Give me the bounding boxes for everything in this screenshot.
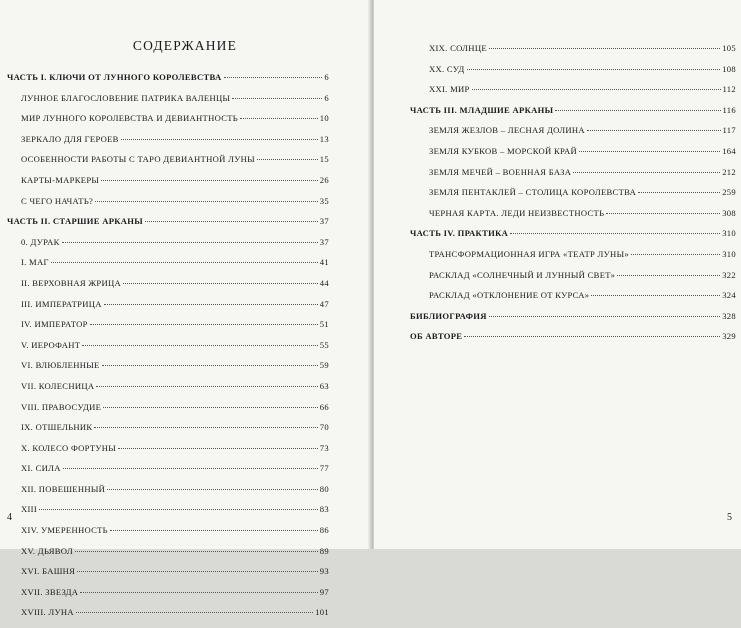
dot-leader (95, 201, 318, 202)
toc-entry-page: 51 (319, 319, 329, 330)
toc-entry-label: ЧАСТЬ III. МЛАДШИЕ АРКАНЫ (410, 104, 554, 115)
toc-entry-label: ТРАНСФОРМАЦИОННАЯ ИГРА «ТЕАТР ЛУНЫ» (429, 248, 629, 259)
toc-entry-label: I. МАГ (21, 257, 49, 268)
toc-entry (7, 360, 329, 381)
toc-entry-label: РАСКЛАД «СОЛНЕЧНЫЙ И ЛУННЫЙ СВЕТ» (429, 269, 616, 280)
toc-entry-label: ОБ АВТОРЕ (410, 331, 463, 342)
dot-leader (121, 139, 318, 140)
toc-entry (410, 187, 736, 208)
dot-leader (617, 275, 720, 276)
toc-entry-label: XX. СУД (429, 63, 465, 74)
dot-leader (257, 159, 318, 160)
toc-entry-label: ЗЕРКАЛО ДЛЯ ГЕРОЕВ (21, 133, 119, 144)
dot-leader (107, 489, 318, 490)
dot-leader (489, 48, 720, 49)
toc-entry (7, 175, 329, 196)
dot-leader (75, 551, 318, 552)
toc-entry-label: ОСОБЕННОСТИ РАБОТЫ С ТАРО ДЕВИАНТНОЙ ЛУНЫ (21, 154, 255, 165)
dot-leader (467, 69, 721, 70)
toc-entry (7, 484, 329, 505)
dot-leader (591, 295, 720, 296)
toc-entry-page: 93 (319, 566, 329, 577)
dot-leader (39, 509, 318, 510)
toc-entry-label: XII. ПОВЕШЕННЫЙ (21, 483, 106, 494)
toc-entry (410, 270, 736, 291)
toc-entry-label: VII. КОЛЕСНИЦА (21, 380, 95, 391)
toc-entry-label: XIV. УМЕРЕННОСТЬ (21, 525, 108, 536)
toc-entry-page: 308 (722, 207, 736, 218)
toc-entry-label: ЧАСТЬ II. СТАРШИЕ АРКАНЫ (7, 216, 144, 227)
toc-entry-label: РАСКЛАД «ОТКЛОНЕНИЕ ОТ КУРСА» (429, 290, 590, 301)
toc-entry-label: XVIII. ЛУНА (21, 607, 74, 618)
toc-entry (7, 257, 329, 278)
dot-leader (80, 592, 318, 593)
toc-entry-page: 77 (319, 463, 329, 474)
dot-leader (51, 262, 318, 263)
toc-entry-page: 37 (319, 216, 329, 227)
toc-entry (410, 125, 736, 146)
toc-entry-page: 35 (319, 195, 329, 206)
toc-entry (7, 422, 329, 443)
toc-entry (7, 299, 329, 320)
dot-leader (104, 304, 318, 305)
dot-leader (102, 365, 318, 366)
toc-entry (410, 290, 736, 311)
toc-entry (410, 311, 736, 332)
toc-entry-page: 73 (319, 442, 329, 453)
toc-entry (7, 319, 329, 340)
dot-leader (77, 571, 318, 572)
toc-entry (7, 566, 329, 587)
toc-entry-label: ЛУННОЕ БЛАГОСЛОВЕНИЕ ПАТРИКА ВАЛЕНЦЫ (21, 92, 231, 103)
toc-entry (7, 504, 329, 525)
toc-entry-label: ЗЕМЛЯ ЖЕЗЛОВ – ЛЕСНАЯ ДОЛИНА (429, 125, 585, 136)
toc-entry-page: 105 (722, 43, 736, 53)
toc-entry-page: 63 (319, 380, 329, 391)
toc-entry-page: 116 (722, 104, 736, 115)
toc-entry-page: 324 (722, 290, 736, 301)
toc-entry (7, 340, 329, 361)
toc-entry (410, 249, 736, 270)
dot-leader (110, 530, 318, 531)
toc-entry (7, 463, 329, 484)
toc-entry-label: 0. ДУРАК (21, 236, 60, 247)
dot-leader (90, 324, 318, 325)
toc-entry-label: С ЧЕГО НАЧАТЬ? (21, 195, 94, 206)
toc-entry (410, 43, 736, 64)
toc-entry-page: 89 (319, 545, 329, 556)
dot-leader (579, 151, 720, 152)
toc-entry-label: ЧАСТЬ IV. ПРАКТИКА (410, 228, 509, 239)
page-number-left: 4 (7, 512, 12, 523)
toc-entry-page: 310 (722, 228, 736, 239)
toc-list-right (410, 43, 736, 352)
toc-entry-label: VIII. ПРАВОСУДИЕ (21, 401, 102, 412)
dot-leader (573, 172, 720, 173)
dot-leader (638, 192, 720, 193)
dot-leader (96, 386, 317, 387)
toc-entry-label: XIII (21, 504, 37, 515)
dot-leader (464, 336, 720, 337)
toc-entry-page: 41 (319, 257, 329, 268)
toc-entry-page: 108 (722, 63, 736, 74)
toc-entry-label: XVI. БАШНЯ (21, 566, 76, 577)
toc-entry-label: III. ИМПЕРАТРИЦА (21, 298, 102, 309)
toc-entry-label: ЗЕМЛЯ КУБКОВ – МОРСКОЙ КРАЙ (429, 145, 577, 156)
dot-leader (82, 345, 318, 346)
toc-entry (7, 587, 329, 608)
toc-entry-page: 55 (319, 339, 329, 350)
toc-entry-label: XXI. МИР (429, 84, 470, 95)
toc-entry (7, 607, 329, 628)
dot-leader (232, 98, 322, 99)
toc-entry-page: 164 (722, 145, 736, 156)
toc-entry (410, 146, 736, 167)
toc-entry (410, 208, 736, 229)
toc-entry (7, 154, 329, 175)
toc-entry (410, 167, 736, 188)
dot-leader (145, 221, 318, 222)
toc-entry-page: 59 (319, 360, 329, 371)
toc-entry (7, 278, 329, 299)
toc-entry-page: 26 (319, 174, 329, 185)
toc-entry-label: ЧЕРНАЯ КАРТА. ЛЕДИ НЕИЗВЕСТНОСТЬ (429, 207, 605, 218)
toc-entry (7, 134, 329, 155)
dot-leader (62, 242, 318, 243)
toc-entry-label: ЧАСТЬ I. КЛЮЧИ ОТ ЛУННОГО КОРОЛЕВСТВА (7, 72, 222, 82)
toc-entry-page: 70 (319, 422, 329, 433)
toc-entry (410, 64, 736, 85)
dot-leader (587, 130, 721, 131)
dot-leader (118, 448, 318, 449)
toc-entry-page: 6 (324, 92, 329, 103)
toc-title: СОДЕРЖАНИЕ (132, 38, 238, 53)
toc-entry (410, 84, 736, 105)
toc-entry-page: 322 (722, 269, 736, 280)
toc-entry (7, 402, 329, 423)
dot-leader (63, 468, 318, 469)
dot-leader (123, 283, 318, 284)
toc-entry-page: 44 (319, 277, 329, 288)
toc-entry-page: 47 (319, 298, 329, 309)
toc-entry-label: БИБЛИОГРАФИЯ (410, 310, 487, 321)
dot-leader (76, 612, 313, 613)
toc-entry-page: 37 (319, 236, 329, 247)
dot-leader (240, 118, 318, 119)
toc-entry (7, 525, 329, 546)
toc-entry (410, 331, 736, 352)
page-number-right: 5 (727, 512, 732, 523)
toc-entry-page: 328 (722, 310, 736, 321)
toc-entry-label: II. ВЕРХОВНАЯ ЖРИЦА (21, 277, 121, 288)
toc-entry-page: 117 (722, 125, 736, 136)
toc-entry-page: 86 (319, 525, 329, 536)
toc-entry (7, 93, 329, 114)
toc-entry-page: 83 (319, 504, 329, 515)
dot-leader (555, 110, 720, 111)
toc-entry-page: 10 (319, 113, 329, 124)
toc-entry-label: XIX. СОЛНЦЕ (429, 43, 487, 53)
toc-entry-label: V. ИЕРОФАНТ (21, 339, 81, 350)
toc-entry-label: XI. СИЛА (21, 463, 61, 474)
toc-entry-label: МИР ЛУННОГО КОРОЛЕВСТВА И ДЕВИАНТНОСТЬ (21, 113, 239, 124)
toc-entry-page: 13 (319, 133, 329, 144)
toc-list-left (7, 72, 329, 628)
dot-leader (224, 77, 323, 78)
dot-leader (606, 213, 720, 214)
toc-entry-label: VI. ВЛЮБЛЕННЫЕ (21, 360, 100, 371)
toc-entry (7, 72, 329, 93)
toc-entry (410, 228, 736, 249)
dot-leader (101, 180, 318, 181)
toc-entry-page: 310 (722, 248, 736, 259)
toc-entry-page: 101 (315, 607, 329, 618)
toc-entry-label: КАРТЫ-МАРКЕРЫ (21, 174, 100, 185)
toc-entry (7, 237, 329, 258)
toc-entry-page: 15 (319, 154, 329, 165)
toc-entry-page: 259 (722, 187, 736, 198)
dot-leader (94, 427, 317, 428)
toc-entry-page: 80 (319, 483, 329, 494)
toc-entry-label: IV. ИМПЕРАТОР (21, 319, 88, 330)
toc-entry-page: 112 (722, 84, 736, 95)
dot-leader (510, 233, 720, 234)
toc-entry-label: XV. ДЬЯВОЛ (21, 545, 74, 556)
toc-entry (7, 196, 329, 217)
toc-entry-label: ЗЕМЛЯ ПЕНТАКЛЕЙ – СТОЛИЦА КОРОЛЕВСТВА (429, 187, 637, 198)
dot-leader (103, 407, 318, 408)
toc-entry (7, 113, 329, 134)
toc-entry (7, 443, 329, 464)
toc-entry (7, 216, 329, 237)
toc-entry-page: 6 (324, 72, 329, 82)
toc-entry-label: XVII. ЗВЕЗДА (21, 586, 79, 597)
toc-entry-page: 329 (722, 331, 736, 342)
dot-leader (489, 316, 720, 317)
toc-entry-page: 66 (319, 401, 329, 412)
dot-leader (472, 89, 721, 90)
toc-entry-label: X. КОЛЕСО ФОРТУНЫ (21, 442, 117, 453)
toc-entry-page: 97 (319, 586, 329, 597)
dot-leader (631, 254, 720, 255)
toc-entry-page: 212 (722, 166, 736, 177)
toc-entry (7, 381, 329, 402)
toc-entry-label: ЗЕМЛЯ МЕЧЕЙ – ВОЕННАЯ БАЗА (429, 166, 572, 177)
toc-entry-label: IX. ОТШЕЛЬНИК (21, 422, 93, 433)
toc-entry (410, 105, 736, 126)
